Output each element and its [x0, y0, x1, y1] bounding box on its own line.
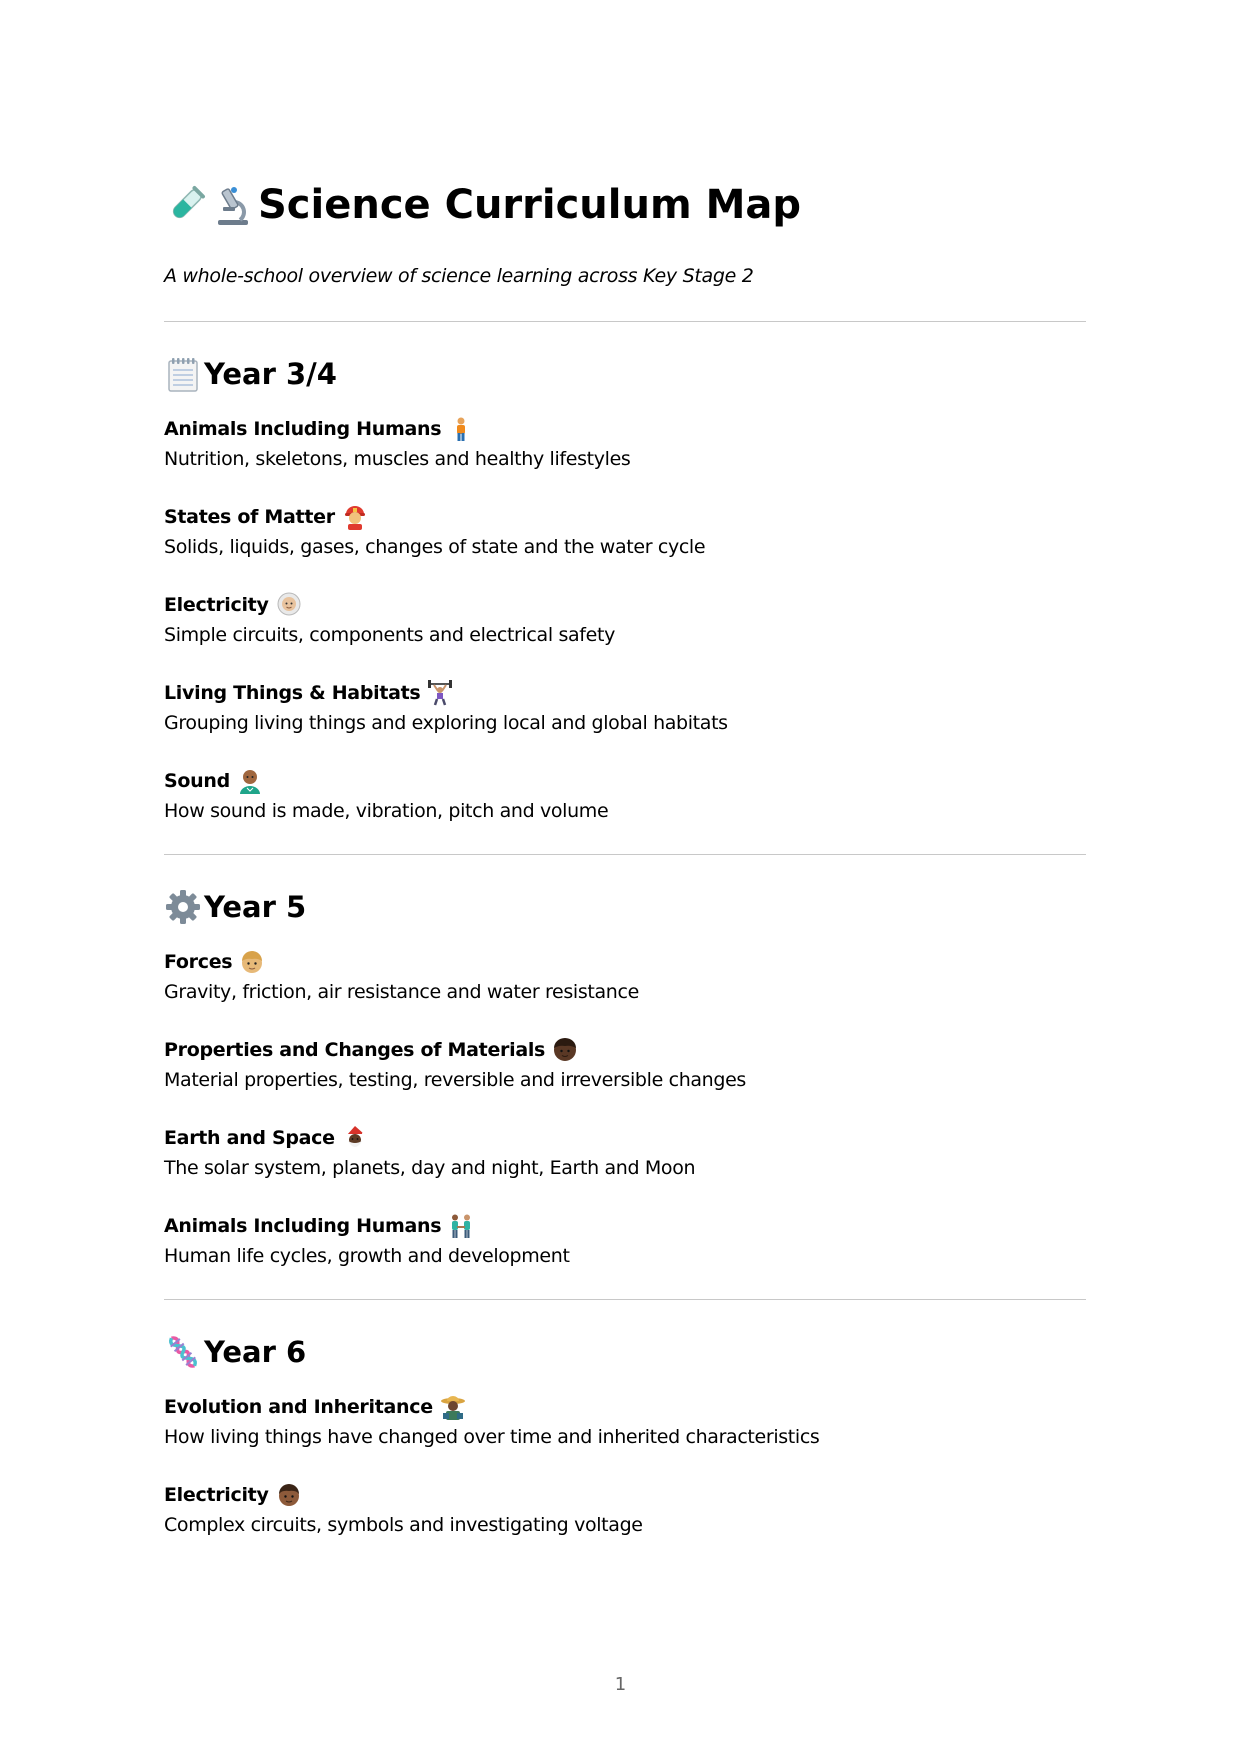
page-number: 1: [614, 1674, 627, 1695]
firefighter-icon: [342, 504, 368, 530]
topic-title-text: Electricity: [164, 1484, 269, 1506]
topic-title: [164, 1035, 1086, 1065]
person-face-icon: [552, 1037, 578, 1063]
topic-item: [164, 766, 1086, 826]
section-year-3-4: [164, 352, 1086, 826]
santa-icon: [342, 1125, 368, 1151]
topic-item: [164, 1123, 1086, 1183]
topic-title-text: Electricity: [164, 594, 269, 616]
topic-title-text: States of Matter: [164, 506, 335, 528]
topic-description: Grouping living things and exploring local and global habitats: [164, 712, 728, 734]
topic-item: [164, 1480, 1086, 1540]
document-title: [164, 170, 1086, 240]
topic-description: Human life cycles, growth and development: [164, 1245, 570, 1267]
people-holding-hands-icon: [448, 1213, 474, 1239]
child-face-icon: [239, 949, 265, 975]
topic-item: [164, 947, 1086, 1007]
notepad-icon: [164, 355, 202, 393]
topic-title: [164, 414, 1086, 444]
topic-description: Material properties, testing, reversible and irreversible changes: [164, 1069, 746, 1091]
section-year-5: [164, 885, 1086, 1271]
astronaut-icon: [276, 592, 302, 618]
topic-title: [164, 1211, 1086, 1241]
person-standing-icon: [448, 416, 474, 442]
dna-icon: [164, 1333, 202, 1371]
topic-title: [164, 1480, 1086, 1510]
microscope-icon: [210, 183, 254, 227]
topic-list: [164, 1392, 1086, 1540]
section-heading: [164, 352, 1086, 396]
section-divider: [164, 854, 1086, 855]
topic-item: [164, 1035, 1086, 1095]
topic-description: Solids, liquids, gases, changes of state and the water cycle: [164, 536, 706, 558]
man-face-icon: [276, 1482, 302, 1508]
topic-title-text: Animals Including Humans: [164, 418, 442, 440]
topic-title-text: Evolution and Inheritance: [164, 1396, 433, 1418]
document-content: [164, 170, 1086, 1568]
section-heading-text: Year 3/4: [204, 357, 337, 391]
topic-title: [164, 678, 1086, 708]
section-heading-text: Year 5: [204, 890, 307, 924]
topic-description: How living things have changed over time and inherited characteristics: [164, 1426, 820, 1448]
topic-item: [164, 678, 1086, 738]
topic-description: Simple circuits, components and electrical safety: [164, 624, 615, 646]
topic-title-text: Living Things & Habitats: [164, 682, 421, 704]
topic-item: [164, 590, 1086, 650]
section-divider: [164, 321, 1086, 322]
topic-title: [164, 1123, 1086, 1153]
gear-icon: [164, 888, 202, 926]
topic-title: [164, 502, 1086, 532]
topic-title-text: Earth and Space: [164, 1127, 335, 1149]
topic-list: [164, 947, 1086, 1271]
topic-description: How sound is made, vibration, pitch and volume: [164, 800, 609, 822]
topic-title: [164, 590, 1086, 620]
topic-item: [164, 502, 1086, 562]
document-subtitle: A whole-school overview of science learning across Key Stage 2: [164, 265, 754, 287]
topic-item: [164, 1211, 1086, 1271]
health-worker-icon: [237, 768, 263, 794]
topic-title: [164, 947, 1086, 977]
topic-title-text: Properties and Changes of Materials: [164, 1039, 546, 1061]
section-year-6: [164, 1330, 1086, 1540]
topic-description: Gravity, friction, air resistance and water resistance: [164, 981, 639, 1003]
weightlifter-icon: [427, 680, 453, 706]
section-heading: [164, 885, 1086, 929]
test-tube-icon: [164, 183, 208, 227]
topic-description: Complex circuits, symbols and investigating voltage: [164, 1514, 643, 1536]
topic-description: The solar system, planets, day and night, Earth and Moon: [164, 1157, 696, 1179]
section-divider: [164, 1299, 1086, 1300]
section-heading-text: Year 6: [204, 1335, 307, 1369]
topic-title-text: Animals Including Humans: [164, 1215, 442, 1237]
topic-title: [164, 1392, 1086, 1422]
topic-title: [164, 766, 1086, 796]
title-icons: [164, 183, 254, 227]
title-text: Science Curriculum Map: [258, 182, 802, 228]
topic-title-text: Forces: [164, 951, 233, 973]
topic-title-text: Sound: [164, 770, 230, 792]
topic-description: Nutrition, skeletons, muscles and healthy lifestyles: [164, 448, 631, 470]
farmer-icon: [440, 1394, 466, 1420]
topic-item: [164, 1392, 1086, 1452]
topic-list: [164, 414, 1086, 826]
topic-item: [164, 414, 1086, 474]
section-heading: [164, 1330, 1086, 1374]
